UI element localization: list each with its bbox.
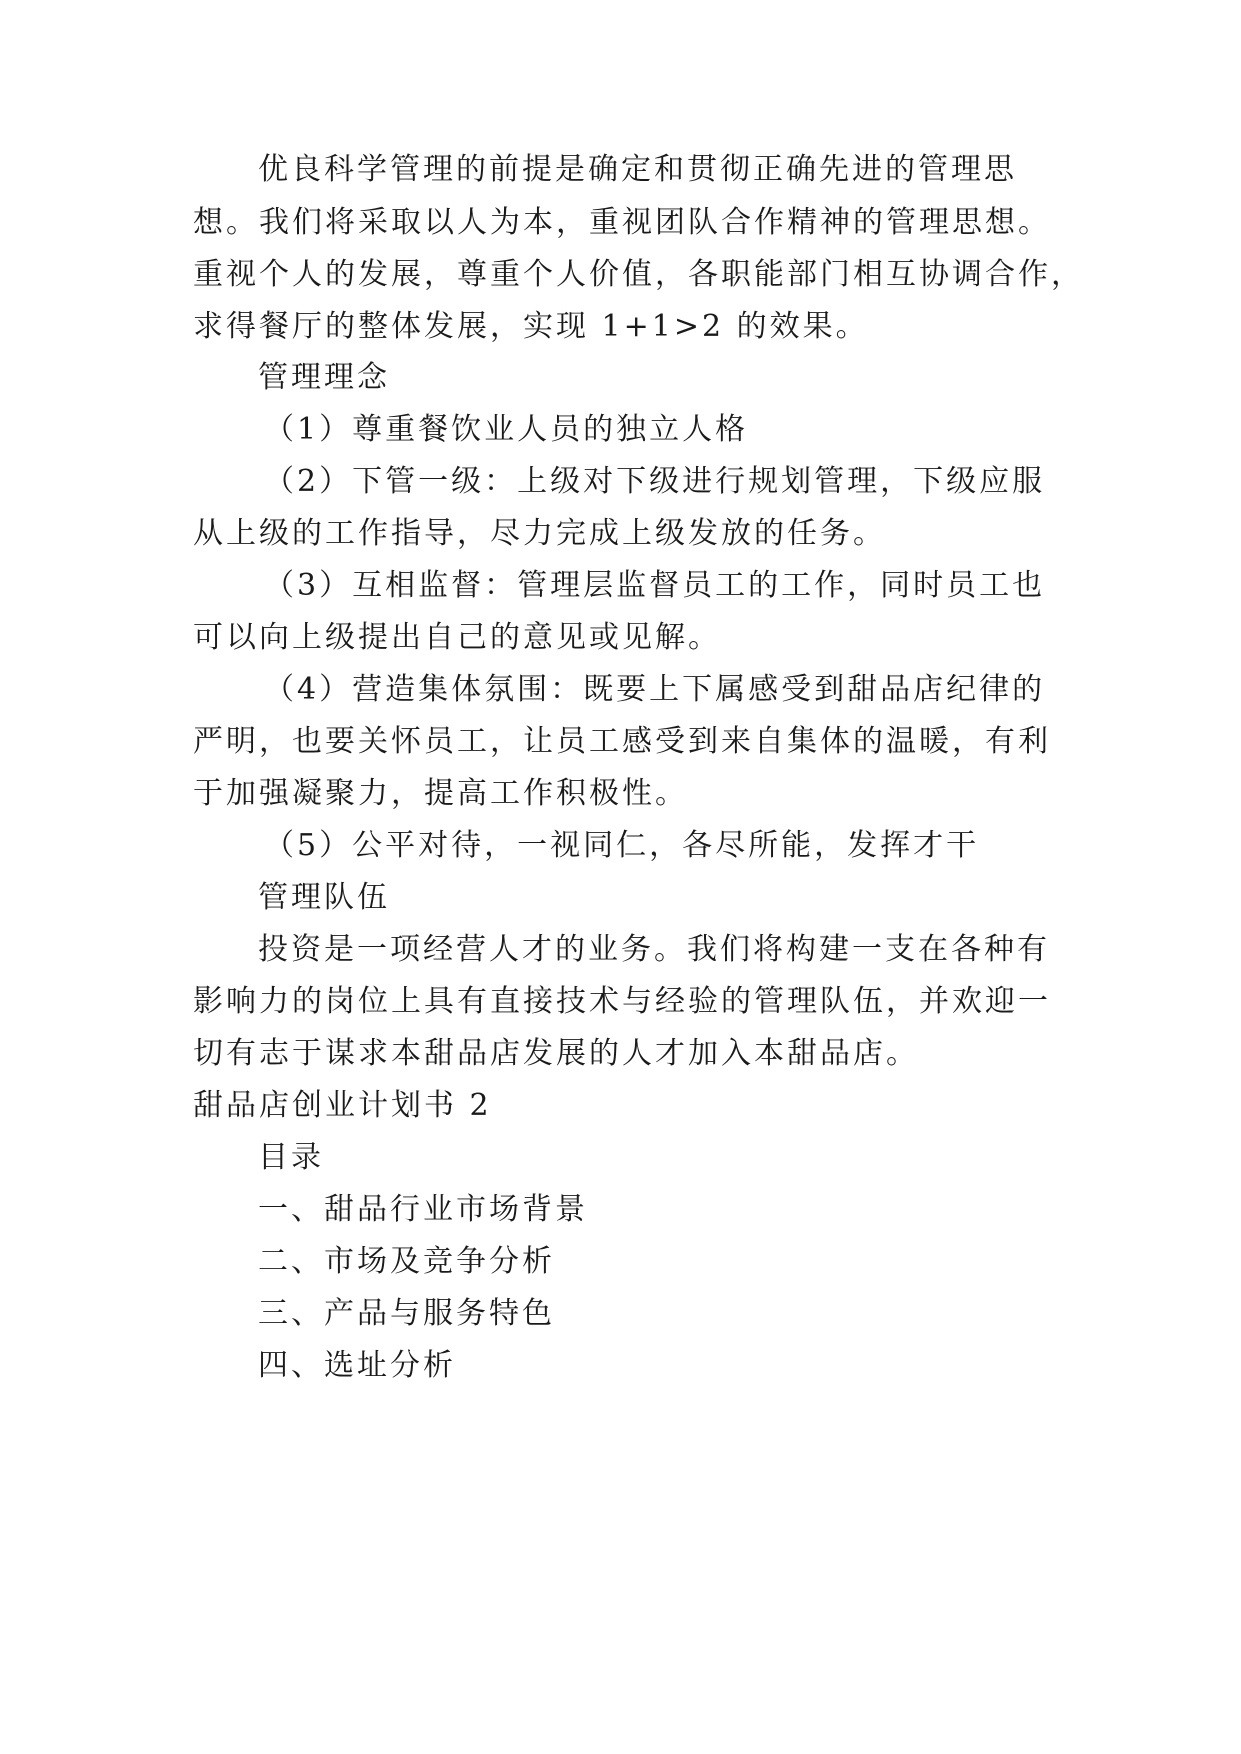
concept-item-3-line2: 可以向上级提出自己的意见或见解。	[193, 620, 721, 655]
toc-heading: 目录	[258, 1140, 324, 1175]
team-para-line1: 投资是一项经营人才的业务。我们将构建一支在各种有	[258, 932, 1050, 967]
para1-line1: 优良科学管理的前提是确定和贯彻正确先进的管理思	[258, 152, 1017, 187]
concept-item-4-line1: （4）营造集体氛围：既要上下属感受到甜品店纪律的	[264, 672, 1046, 707]
section-title: 甜品店创业计划书 2	[193, 1088, 492, 1123]
toc-item: 一、甜品行业市场背景	[258, 1192, 588, 1227]
para1-line2: 想。我们将采取以人为本，重视团队合作精神的管理思想。	[193, 205, 1051, 240]
concept-item-3-line1: （3）互相监督：管理层监督员工的工作，同时员工也	[264, 568, 1046, 603]
concept-item-2-line2: 从上级的工作指导，尽力完成上级发放的任务。	[193, 516, 886, 551]
concept-item-4-line3: 于加强凝聚力，提高工作积极性。	[193, 776, 688, 811]
concept-item-5: （5）公平对待，一视同仁，各尽所能，发挥才干	[264, 828, 980, 863]
para1-line3: 重视个人的发展，尊重个人价值，各职能部门相互协调合作，	[193, 257, 1084, 292]
toc-item: 四、选址分析	[258, 1348, 456, 1383]
toc-item: 三、产品与服务特色	[258, 1296, 555, 1331]
team-para-line3: 切有志于谋求本甜品店发展的人才加入本甜品店。	[193, 1036, 919, 1071]
heading-management-team: 管理队伍	[258, 880, 390, 915]
concept-item-1: （1）尊重餐饮业人员的独立人格	[264, 412, 749, 447]
heading-management-concept: 管理理念	[258, 360, 390, 395]
toc-item: 二、市场及竞争分析	[258, 1244, 555, 1279]
team-para-line2: 影响力的岗位上具有直接技术与经验的管理队伍，并欢迎一	[193, 984, 1051, 1019]
concept-item-4-line2: 严明，也要关怀员工，让员工感受到来自集体的温暖，有利	[193, 724, 1051, 759]
para1-line4: 求得餐厅的整体发展，实现 1+1>2 的效果。	[193, 309, 869, 344]
concept-item-2-line1: （2）下管一级：上级对下级进行规划管理，下级应服	[264, 464, 1046, 499]
